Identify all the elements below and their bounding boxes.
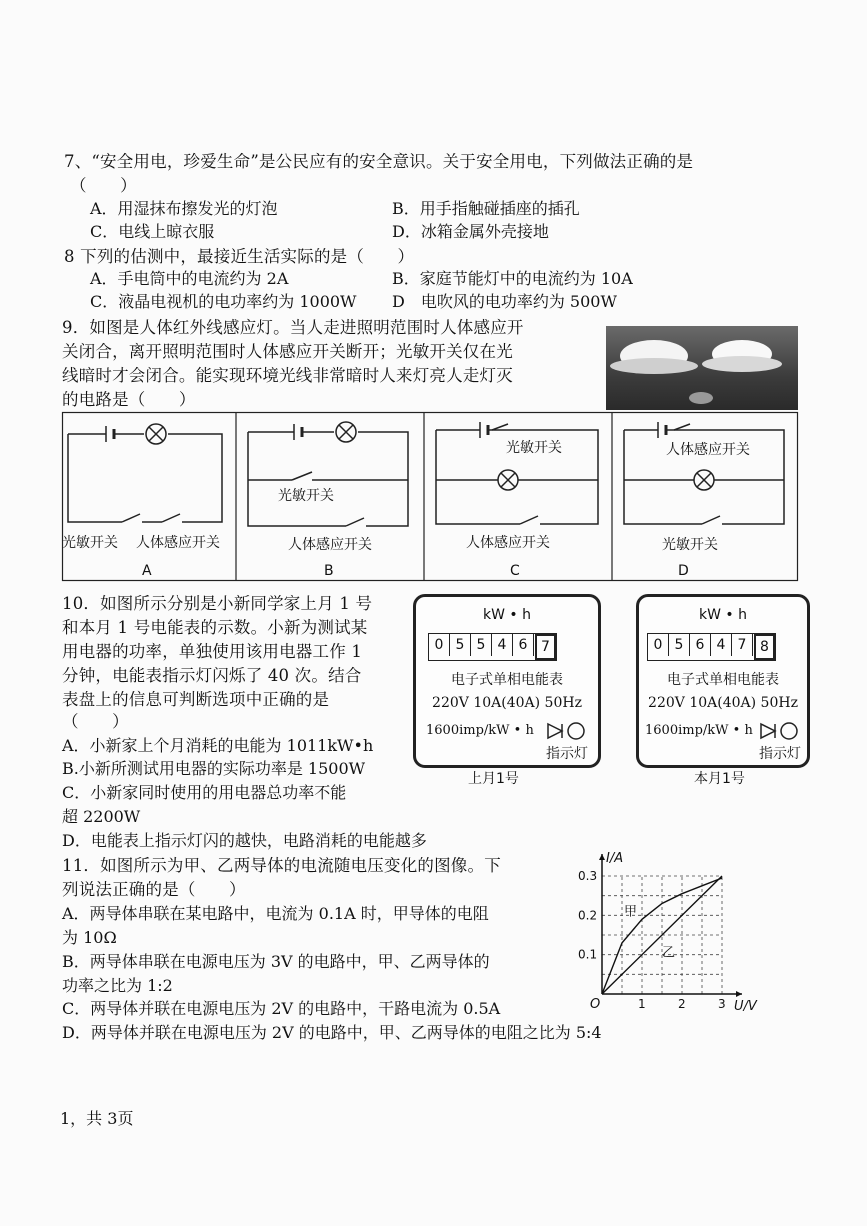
- chart-axes: [590, 851, 758, 1014]
- q11-option-a1: A．两导体串联在某电路中，电流为 0.1A 时，甲导体的电阻: [62, 904, 489, 923]
- q7-paren: （ ）: [70, 176, 137, 195]
- circuit-d-label-2: 光敏开关: [662, 537, 718, 553]
- iu-chart: [578, 848, 766, 1014]
- circuit-b-label-2: 人体感应开关: [288, 537, 372, 553]
- meter-digit: 0: [648, 634, 669, 656]
- circuit-a-label-2: 人体感应开关: [136, 535, 220, 551]
- q10-option-a: A．小新家上个月消耗的电能为 1011kW•h: [62, 736, 374, 755]
- q11-option-a2: 为 10Ω: [62, 928, 117, 947]
- meter-indicator-label: 指示灯: [546, 746, 588, 762]
- meter-digit: 5: [669, 634, 690, 656]
- sensor-lamp-photo: [606, 326, 798, 410]
- origin-label: O: [590, 997, 601, 1012]
- q10-line-6: （ ）: [62, 712, 129, 731]
- indicator-light-icon: [546, 721, 588, 741]
- circuit-d-label-1: 人体感应开关: [666, 442, 750, 458]
- q8-option-b: B．家庭节能灯中的电流约为 10A: [392, 269, 633, 288]
- meter-decimal-digit: 7: [535, 634, 556, 660]
- meter-spec: 220V 10A(40A) 50Hz: [432, 695, 582, 711]
- meter-digits: [647, 633, 776, 661]
- meter-digit: 6: [513, 634, 534, 656]
- x-tick-label: 2: [678, 997, 686, 1011]
- meter-indicator-label: 指示灯: [759, 746, 801, 762]
- q11-option-c: C．两导体并联在电源电压为 2V 的电路中，干路电流为 0.5A: [62, 999, 501, 1018]
- meter-caption-last-month: 上月1号: [468, 771, 519, 787]
- q11-option-b2: 功率之比为 1:2: [62, 976, 173, 995]
- circuit-c-label-2: 人体感应开关: [466, 535, 550, 551]
- energy-meter-this-month: [636, 594, 810, 768]
- circuit-a: [68, 424, 222, 522]
- circuit-b-label-1: 光敏开关: [278, 488, 334, 504]
- q11-option-d: D．两导体并联在电源电压为 2V 的电路中，甲、乙两导体的电阻之比为 5:4: [62, 1023, 602, 1042]
- y-tick-label: 0.2: [578, 908, 598, 923]
- meter-unit: kW • h: [699, 607, 747, 623]
- meter-imp: 1600imp/kW • h: [426, 723, 534, 738]
- q7-option-c: C．电线上晾衣服: [90, 222, 215, 241]
- q9-line-4: 的电路是（ ）: [62, 390, 196, 409]
- y-axis-label: I/A: [606, 851, 624, 866]
- q8-option-c: C．液晶电视机的电功率约为 1000W: [90, 292, 357, 311]
- q11-option-b1: B．两导体串联在电源电压为 3V 的电路中，甲、乙两导体的: [62, 952, 490, 971]
- q9-line-2: 关闭合，离开照明范围时人体感应开关断开；光敏开关仅在光: [62, 342, 513, 361]
- x-tick-label: 3: [718, 997, 726, 1011]
- meter-digit: 6: [690, 634, 711, 656]
- q10-option-b: B.小新所测试用电器的实际功率是 1500W: [62, 759, 366, 778]
- q7-option-b: B．用手指触碰插座的插孔: [392, 199, 580, 218]
- meter-caption-this-month: 本月1号: [694, 771, 745, 787]
- circuit-c-label-1: 光敏开关: [506, 440, 562, 456]
- q7-option-d: D．冰箱金属外壳接地: [392, 222, 549, 241]
- circuit-a-letter: A: [142, 563, 152, 579]
- q10-option-d: D．电能表上指示灯闪的越快，电路消耗的电能越多: [62, 831, 427, 850]
- series-label-yi: 乙: [662, 945, 676, 961]
- q7-stem: 7、“安全用电，珍爱生命”是公民应有的安全意识。关于安全用电，下列做法正确的是: [64, 152, 694, 171]
- meter-digit: 5: [471, 634, 492, 656]
- q11-line-1: 11．如图所示为甲、乙两导体的电流随电压变化的图像。下: [62, 856, 501, 875]
- meter-unit: kW • h: [483, 607, 531, 623]
- meter-digits: [428, 633, 557, 661]
- meter-decimal-digit: 8: [754, 634, 775, 660]
- q8-option-a: A．手电筒中的电流约为 2A: [90, 269, 289, 288]
- q10-option-c1: C．小新家同时使用的用电器总功率不能: [62, 783, 347, 802]
- q8-option-d: D 电吹风的电功率约为 500W: [392, 292, 617, 311]
- meter-spec: 220V 10A(40A) 50Hz: [648, 695, 798, 711]
- q8-stem: 8 下列的估测中，最接近生活实际的是（ ）: [64, 247, 415, 266]
- q7-option-a: A．用湿抹布擦发光的灯泡: [90, 199, 278, 218]
- meter-digit: 0: [429, 634, 450, 656]
- meter-name: 电子式单相电能表: [451, 672, 563, 688]
- q10-option-c2: 超 2200W: [62, 807, 141, 826]
- q11-line-2: 列说法正确的是（ ）: [62, 880, 246, 899]
- page-footer: 1，共 3页: [60, 1109, 134, 1128]
- meter-digit: 7: [732, 634, 753, 656]
- series-label-jia: 甲: [624, 904, 638, 920]
- meter-digit: 4: [711, 634, 732, 656]
- meter-digit: 4: [492, 634, 513, 656]
- meter-name: 电子式单相电能表: [667, 672, 779, 688]
- meter-digit: 5: [450, 634, 471, 656]
- q9-line-1: 9．如图是人体红外线感应灯。当人走进照明范围时人体感应开: [62, 318, 524, 337]
- chart-ticks: [578, 869, 726, 1011]
- q10-line-5: 表盘上的信息可判断选项中正确的是: [62, 690, 330, 709]
- y-axis-arrow: [599, 854, 605, 860]
- circuit-c-letter: C: [510, 563, 520, 579]
- x-axis-label: U/V: [734, 999, 757, 1014]
- x-axis-arrow: [736, 991, 742, 997]
- q10-line-1: 10．如图所示分别是小新同学家上月 1 号: [62, 594, 373, 613]
- q10-line-4: 分钟，电能表指示灯闪烁了 40 次。结合: [62, 666, 362, 685]
- circuit-d: [624, 422, 784, 524]
- y-tick-label: 0.1: [578, 947, 598, 962]
- q9-line-3: 线暗时才会闭合。能实现环境光线非常暗时人来灯亮人走灯灭: [62, 366, 513, 385]
- circuit-c: [436, 422, 598, 524]
- circuit-b: [248, 422, 408, 526]
- circuit-b-letter: B: [324, 563, 334, 579]
- y-tick-label: 0.3: [578, 869, 598, 883]
- indicator-light-icon: [759, 721, 801, 741]
- q10-line-2: 和本月 1 号电能表的示数。小新为测试某: [62, 618, 368, 637]
- q10-line-3: 用电器的功率，单独使用该用电器工作 1: [62, 642, 363, 661]
- energy-meter-last-month: [413, 594, 601, 768]
- meter-imp: 1600imp/kW • h: [645, 723, 753, 738]
- circuit-a-label-1: 光敏开关: [62, 535, 118, 551]
- x-tick-label: 1: [638, 997, 646, 1011]
- circuits-figure: [62, 412, 798, 582]
- circuit-d-letter: D: [678, 563, 689, 579]
